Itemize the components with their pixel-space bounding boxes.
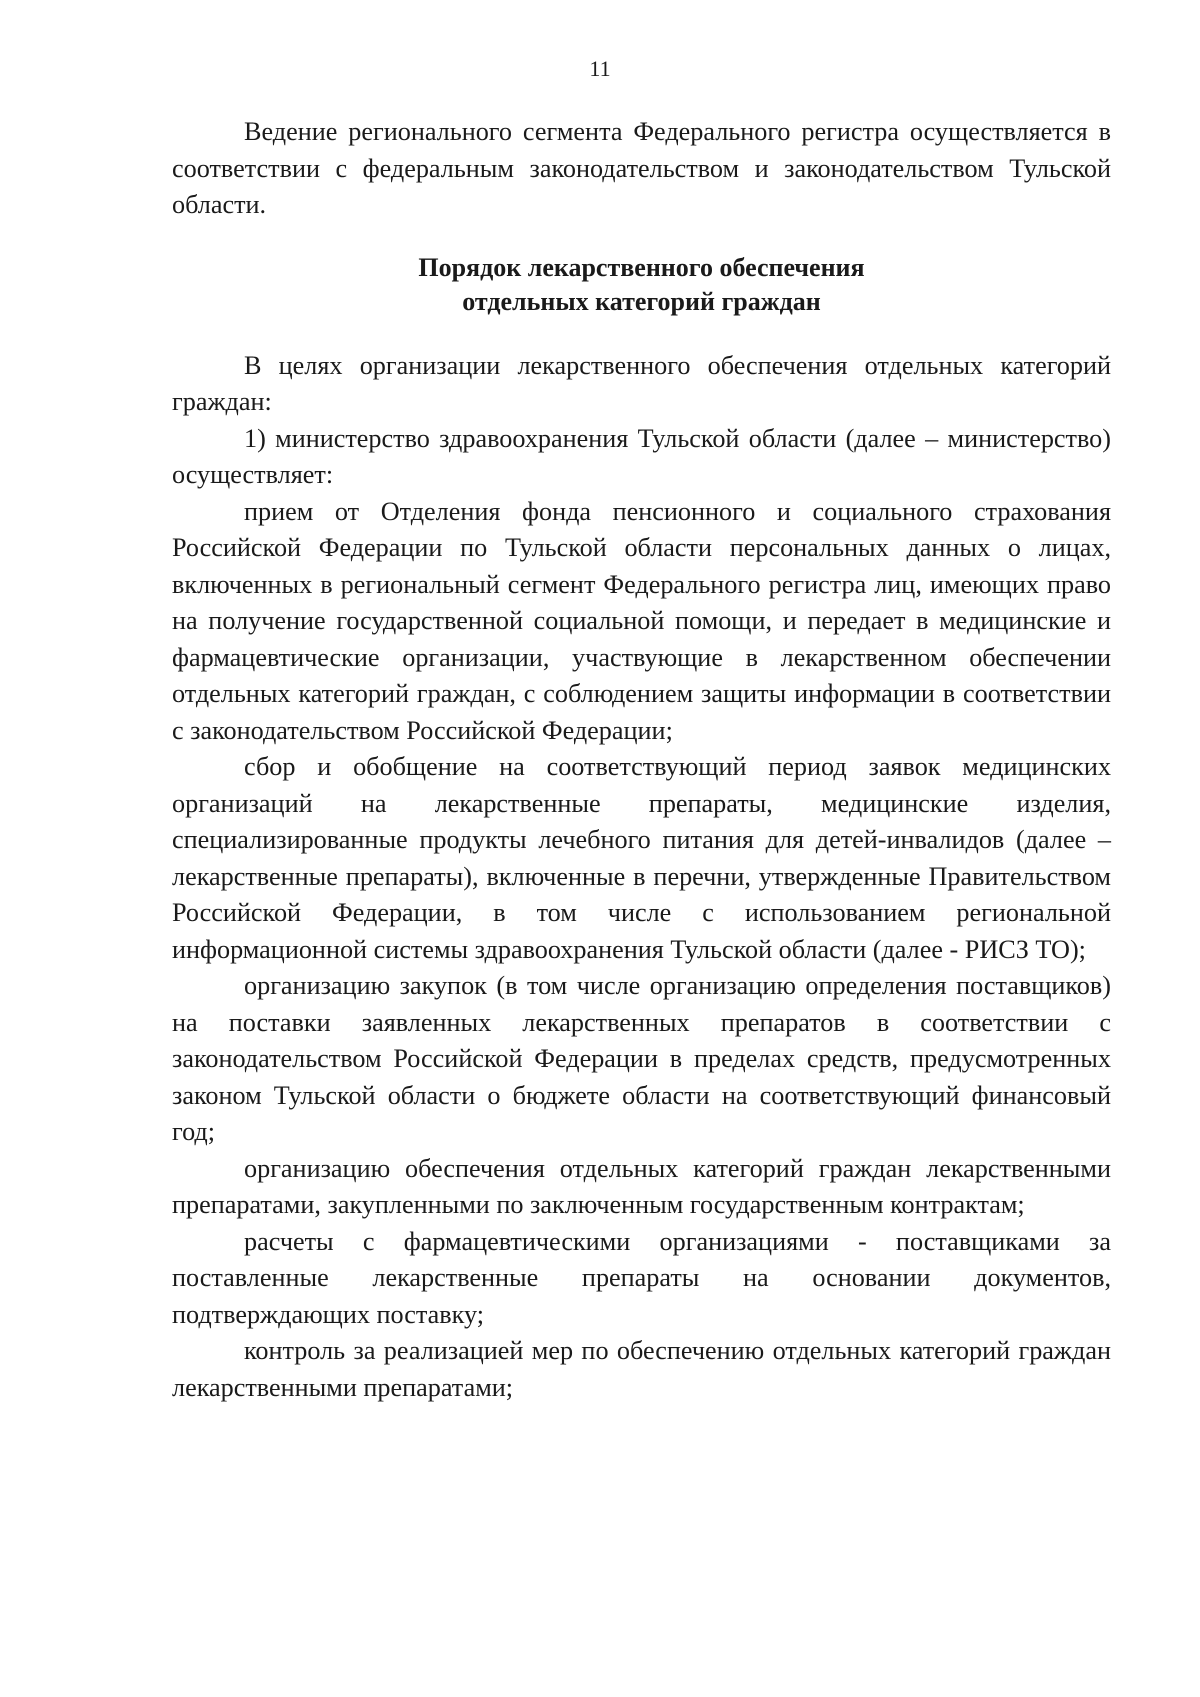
page-number: 11 <box>589 56 611 81</box>
paragraph-procurement: организацию закупок (в том числе организацию определения поставщиков) на поставки заявленных лекарственных препаратов в соответствии с законодательством Российской Федерации в пределах средств, предусмотренных законом Тульской области о бюджете области на соответствующий финансовый год; <box>172 971 1111 1146</box>
paragraph-settlements: расчеты с фармацевтическими организациями - поставщиками за поставленные лекарственные препараты на основании документов, подтверждающих поставку; <box>172 1226 1111 1329</box>
section-heading <box>172 251 1111 319</box>
paragraph-control: контроль за реализацией мер по обеспечению отдельных категорий граждан лекарственными препаратами; <box>172 1336 1111 1402</box>
paragraph-provision: организацию обеспечения отдельных категорий граждан лекарственными препаратами, закупленными по заключенным государственным контрактам; <box>172 1153 1111 1219</box>
paragraph-purpose: В целях организации лекарственного обеспечения отдельных категорий граждан: <box>172 350 1111 416</box>
section-heading-line-2: отдельных категорий граждан <box>462 286 821 316</box>
paragraph-data-reception: прием от Отделения фонда пенсионного и социального страхования Российской Федерации по Тульской области персональных данных о лицах, включенных в региональный сегмент Федерального регистра лиц, имеющих право на получение государственной социальной помощи, и передает в медицинские и фармацевтические организации, участвующие в лекарственном обеспечении отдельных категорий граждан, с соблюдением защиты информации в соответствии с законодательством Российской Федерации; <box>172 496 1111 745</box>
intro-paragraph: Ведение регионального сегмента Федерального регистра осуществляется в соответствии с федеральным законодательством и законодательством Тульской области. <box>172 117 1111 219</box>
paragraph-requests-collection: сбор и обобщение на соответствующий период заявок медицинских организаций на лекарственные препараты, медицинские изделия, специализированные продукты лечебного питания для детей-инвалидов (далее – лекарственные препараты), включенные в перечни, утвержденные Правительством Российской Федерации, в том числе с использованием региональной информационной системы здравоохранения Тульской области (далее - РИСЗ ТО); <box>172 752 1111 964</box>
section-heading-line-1: Порядок лекарственного обеспечения <box>418 252 865 282</box>
document-body <box>172 114 1111 1406</box>
paragraph-ministry: 1) министерство здравоохранения Тульской области (далее – министерство) осуществляет: <box>172 423 1111 489</box>
